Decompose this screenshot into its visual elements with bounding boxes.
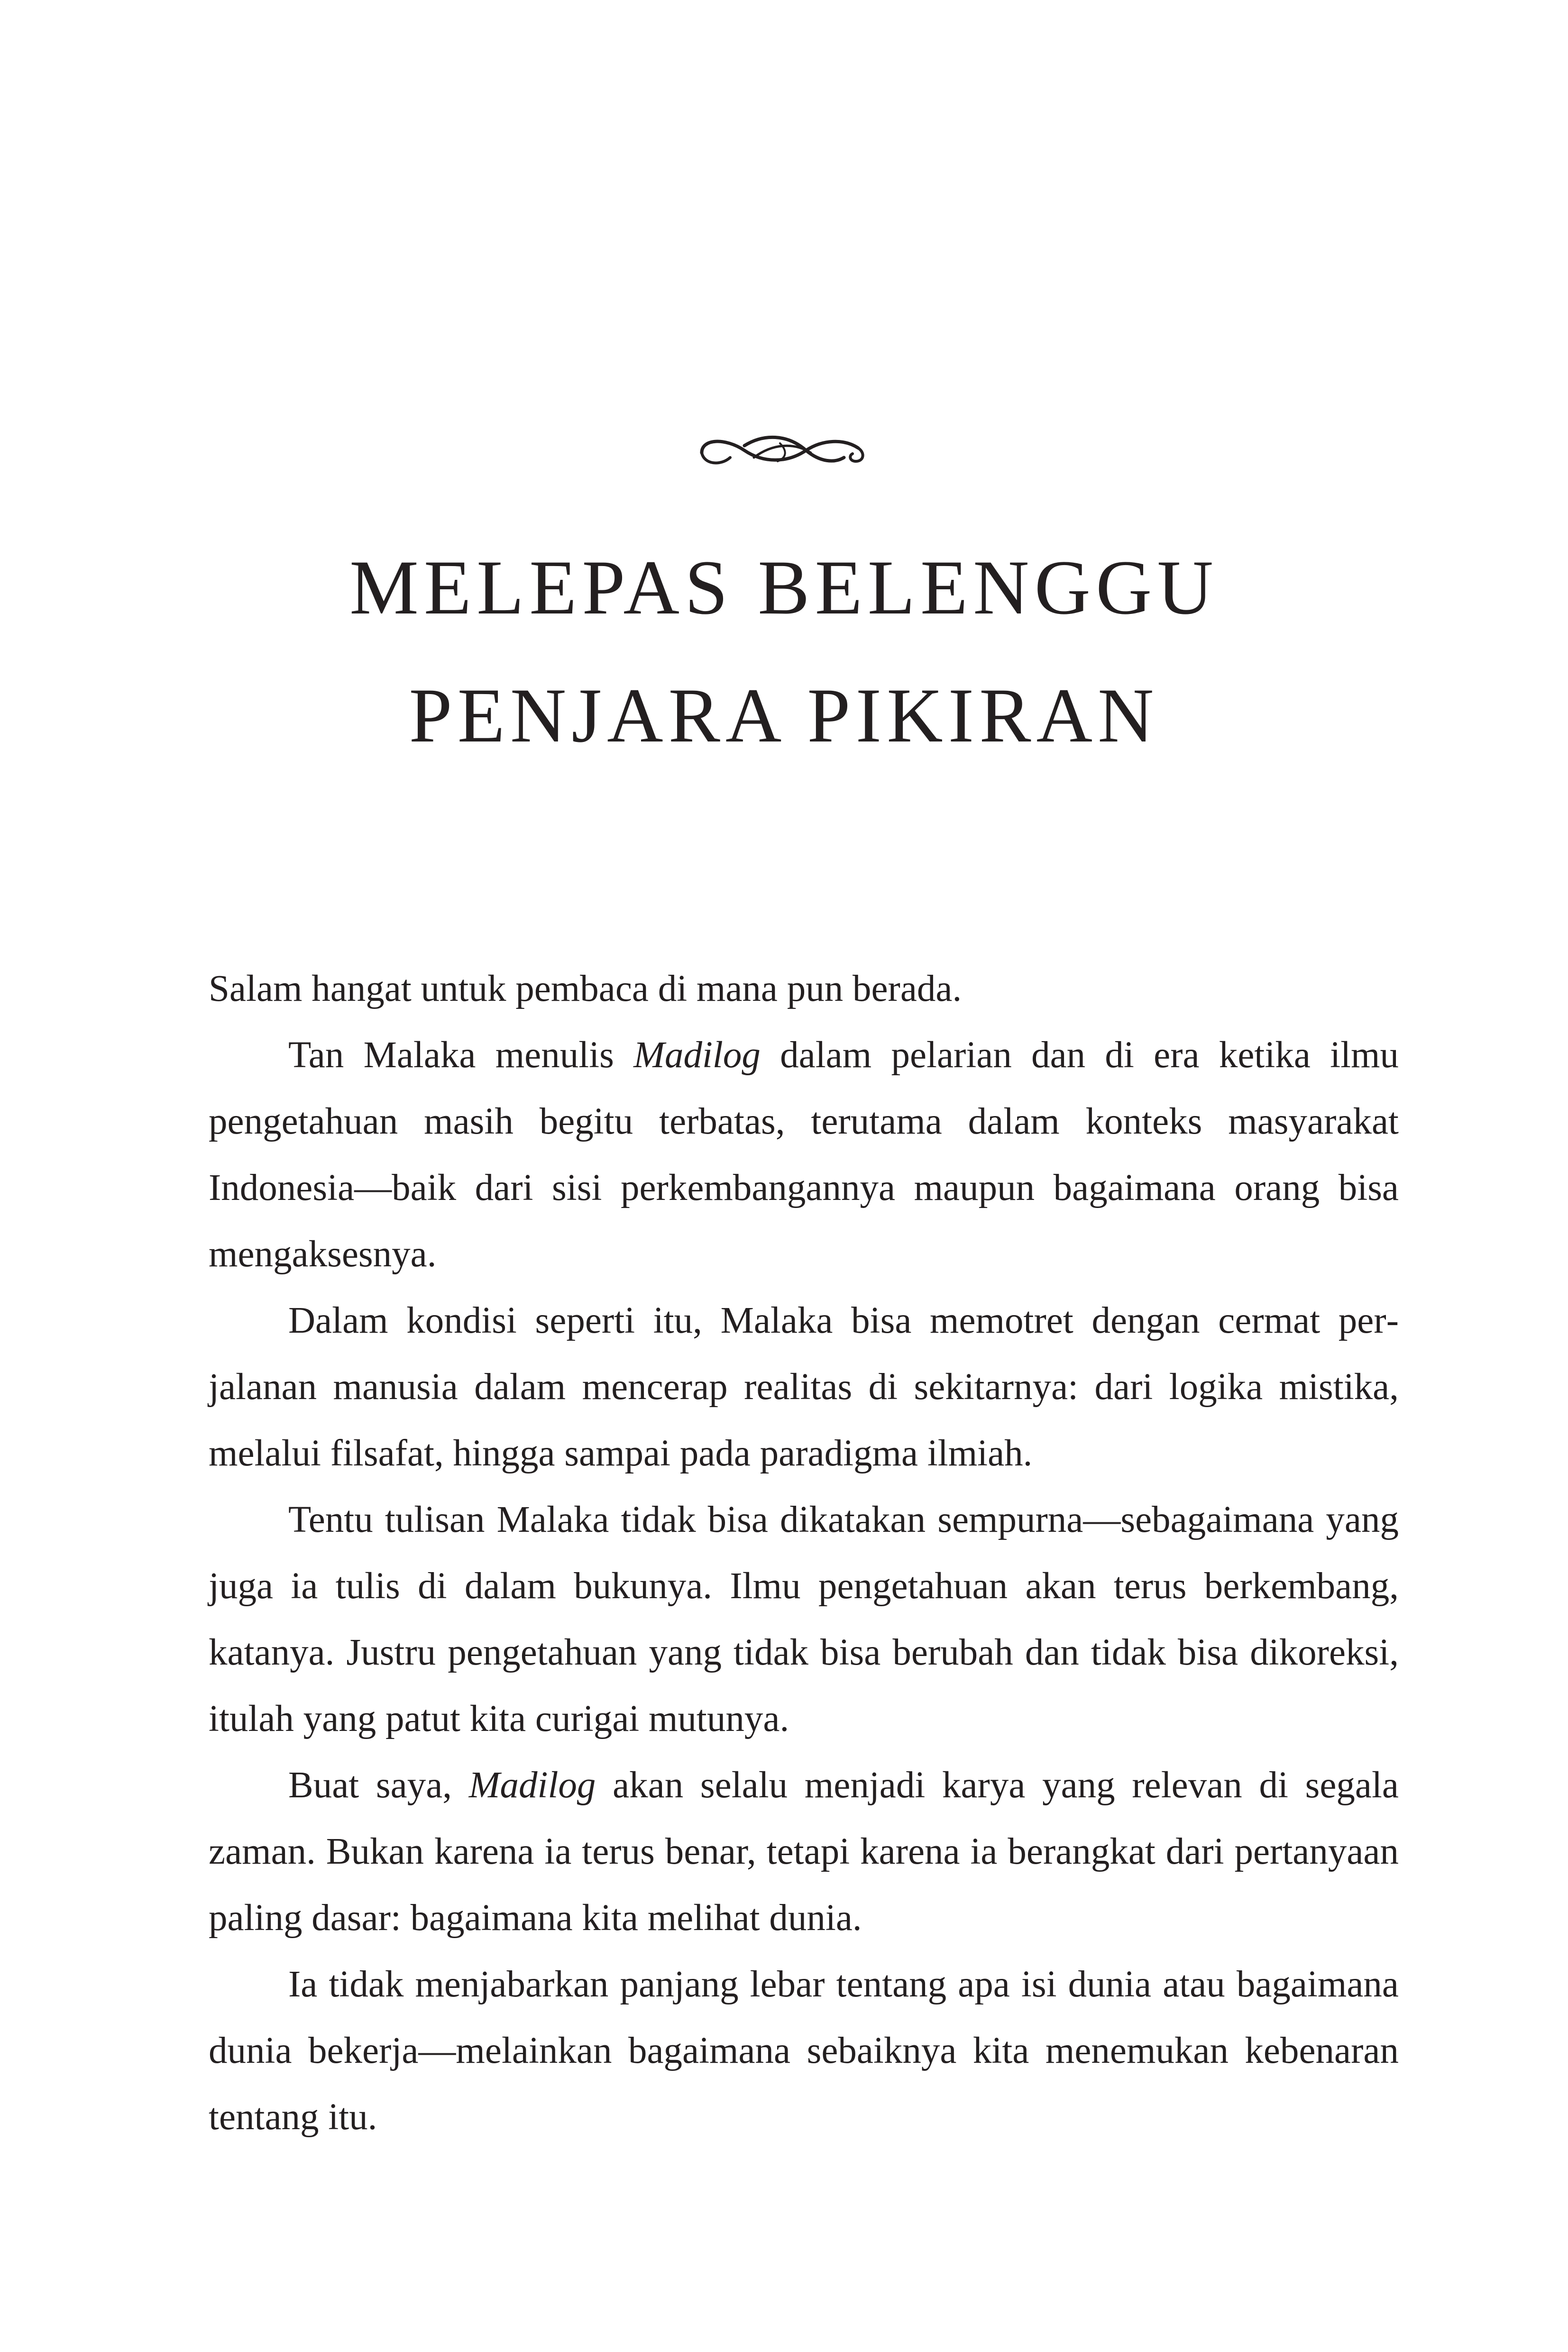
book-title-madilog: Madilog: [633, 1034, 761, 1076]
book-title-madilog: Madilog: [468, 1765, 596, 1806]
chapter-title: [237, 524, 1331, 780]
paragraph-2-text-b: dalam pelarian dan di era ketika ilmu pengetahuan masih begitu terbatas, terutama dalam konteks masyarakat Indonesia—baik dari sisi perkembangannya maupun bagaimana orang bisa mengaksesnya.: [209, 1034, 1399, 1275]
paragraph-5-text-b: akan selalu menjadi karya yang relevan di segala zaman. Bukan karena ia terus benar, tetapi karena ia berangkat dari pertanyaan paling dasar: bagaimana kita melihat dunia.: [209, 1765, 1399, 1939]
paragraph-1: Salam hangat untuk pembaca di mana pun berada.: [209, 968, 962, 1009]
paragraph-4: Tentu tulisan Malaka tidak bisa dikatakan sempurna—sebagaimana yang juga ia tulis di dalam bukunya. Ilmu pengetahuan akan terus berkembang, katanya. Justru pengetahuan yang tidak bisa berubah dan tidak bisa dikoreksi, itulah yang patut kita curigai mutunya.: [209, 1499, 1399, 1739]
flourish-ornament-icon: [692, 424, 872, 476]
paragraph-3: Dalam kondisi seperti itu, Malaka bisa memotret dengan cermat perjalanan manusia dalam mencerap realitas di sekitarnya: dari logika mistika, melalui filsafat, hingga sampai pada paradigma ilmiah.: [209, 1300, 1399, 1474]
chapter-title-line-1: MELEPAS BELENGGU: [349, 545, 1219, 631]
paragraph-2: [209, 1022, 1399, 1288]
body-text: [209, 956, 1399, 2151]
paragraph-6: Ia tidak menjabarkan panjang lebar tentang apa isi dunia atau bagaimana dunia bekerja—melainkan bagaimana sebaiknya kita menemukan kebenaran tentang itu.: [209, 1964, 1399, 2138]
paragraph-5: [209, 1752, 1399, 1951]
paragraph-5-text-a: Buat saya,: [288, 1765, 469, 1806]
chapter-title-line-2: PENJARA PIKIRAN: [409, 673, 1159, 759]
paragraph-2-text-a: Tan Malaka menulis: [288, 1034, 634, 1076]
